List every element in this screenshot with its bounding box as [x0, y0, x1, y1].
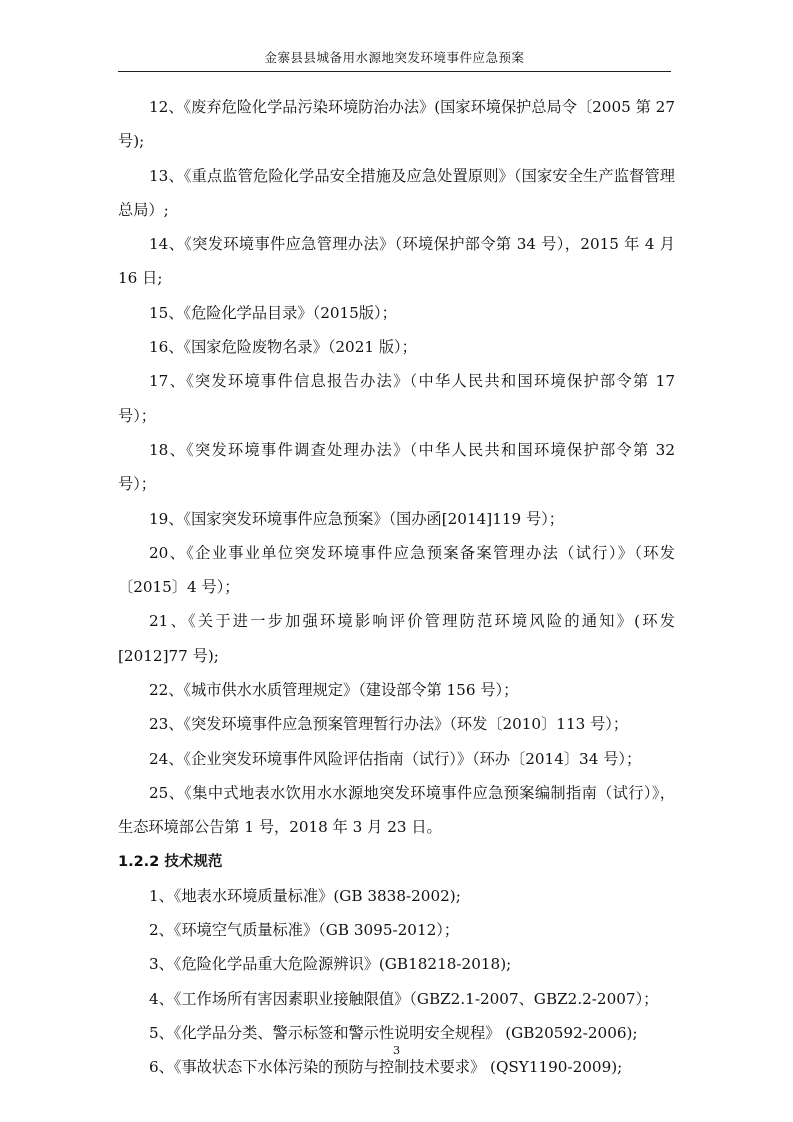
regulation-item-18: 18、《突发环境事件调查处理办法》（中华人民共和国环境保护部令第 32 号）； — [118, 440, 675, 494]
standard-item-6: 6、《事故状态下水体污染的预防与控制技术要求》 (QSY1190-2009); — [149, 1058, 623, 1077]
regulation-item-22: 22、《城市供水水质管理规定》（建设部令第 156 号）； — [149, 681, 519, 700]
regulation-item-17: 17、《突发环境事件信息报告办法》（中华人民共和国环境保护部令第 17 号）； — [118, 372, 675, 425]
regulation-item-16: 16、《国家危险废物名录》（2021 版）； — [149, 338, 417, 357]
document-body — [118, 90, 675, 1085]
header-divider — [118, 71, 671, 72]
regulation-item-25: 25、《集中式地表水饮用水水源地突发环境事件应急预案编制指南（试行）》，生态环境部公告第 1 号，2018 年 3 月 23 日。 — [118, 783, 675, 837]
page-number: 3 — [392, 1043, 401, 1057]
regulation-item-23: 23、《突发环境事件应急预案管理暂行办法》（环发〔2010〕113 号）； — [149, 715, 629, 734]
regulation-item-24: 24、《企业突发环境事件风险评估指南（试行）》（环办〔2014〕34 号）； — [149, 749, 642, 768]
section-heading: 1.2.2 技术规范 — [118, 853, 223, 870]
standard-item-4: 4、《工作场所有害因素职业接触限值》（GBZ2.1-2007、GBZ2.2-2007）； — [149, 989, 659, 1008]
regulation-item-15: 15、《危险化学品目录》（2015版）； — [149, 303, 397, 322]
page-header: 金寨县县城备用水源地突发环境事件应急预案 — [264, 50, 525, 65]
regulation-item-20: 20、《企业事业单位突发环境事件应急预案备案管理办法（试行）》（环发〔2015〕4 号）； — [118, 543, 675, 597]
standard-item-3: 3、《危险化学品重大危险源辨识》(GB18218-2018); — [149, 955, 512, 974]
regulation-item-21: 21、《关于进一步加强环境影响评价管理防范环境风险的通知》(环发[2012]77 号); — [118, 612, 675, 665]
regulation-item-14: 14、《突发环境事件应急管理办法》（环境保护部令第 34 号），2015 年 4 月 16 日; — [118, 235, 675, 288]
standard-item-2: 2、《环境空气质量标准》（GB 3095-2012）； — [149, 921, 460, 940]
regulation-item-13: 13、《重点监管危险化学品安全措施及应急处置原则》（国家安全生产监督管理总局）; — [118, 166, 675, 219]
regulation-item-19: 19、《国家突发环境事件应急预案》（国办函[2014]119 号）； — [149, 509, 564, 528]
regulation-item-12: 12、《废弃危险化学品污染环境防治办法》(国家环境保护总局令〔2005 第 27 号); — [118, 98, 675, 151]
standard-item-1: 1、《地表水环境质量标准》(GB 3838-2002); — [149, 886, 461, 905]
standard-item-5: 5、《化学品分类、警示标签和警示性说明安全规程》 (GB20592-2006); — [149, 1024, 638, 1043]
